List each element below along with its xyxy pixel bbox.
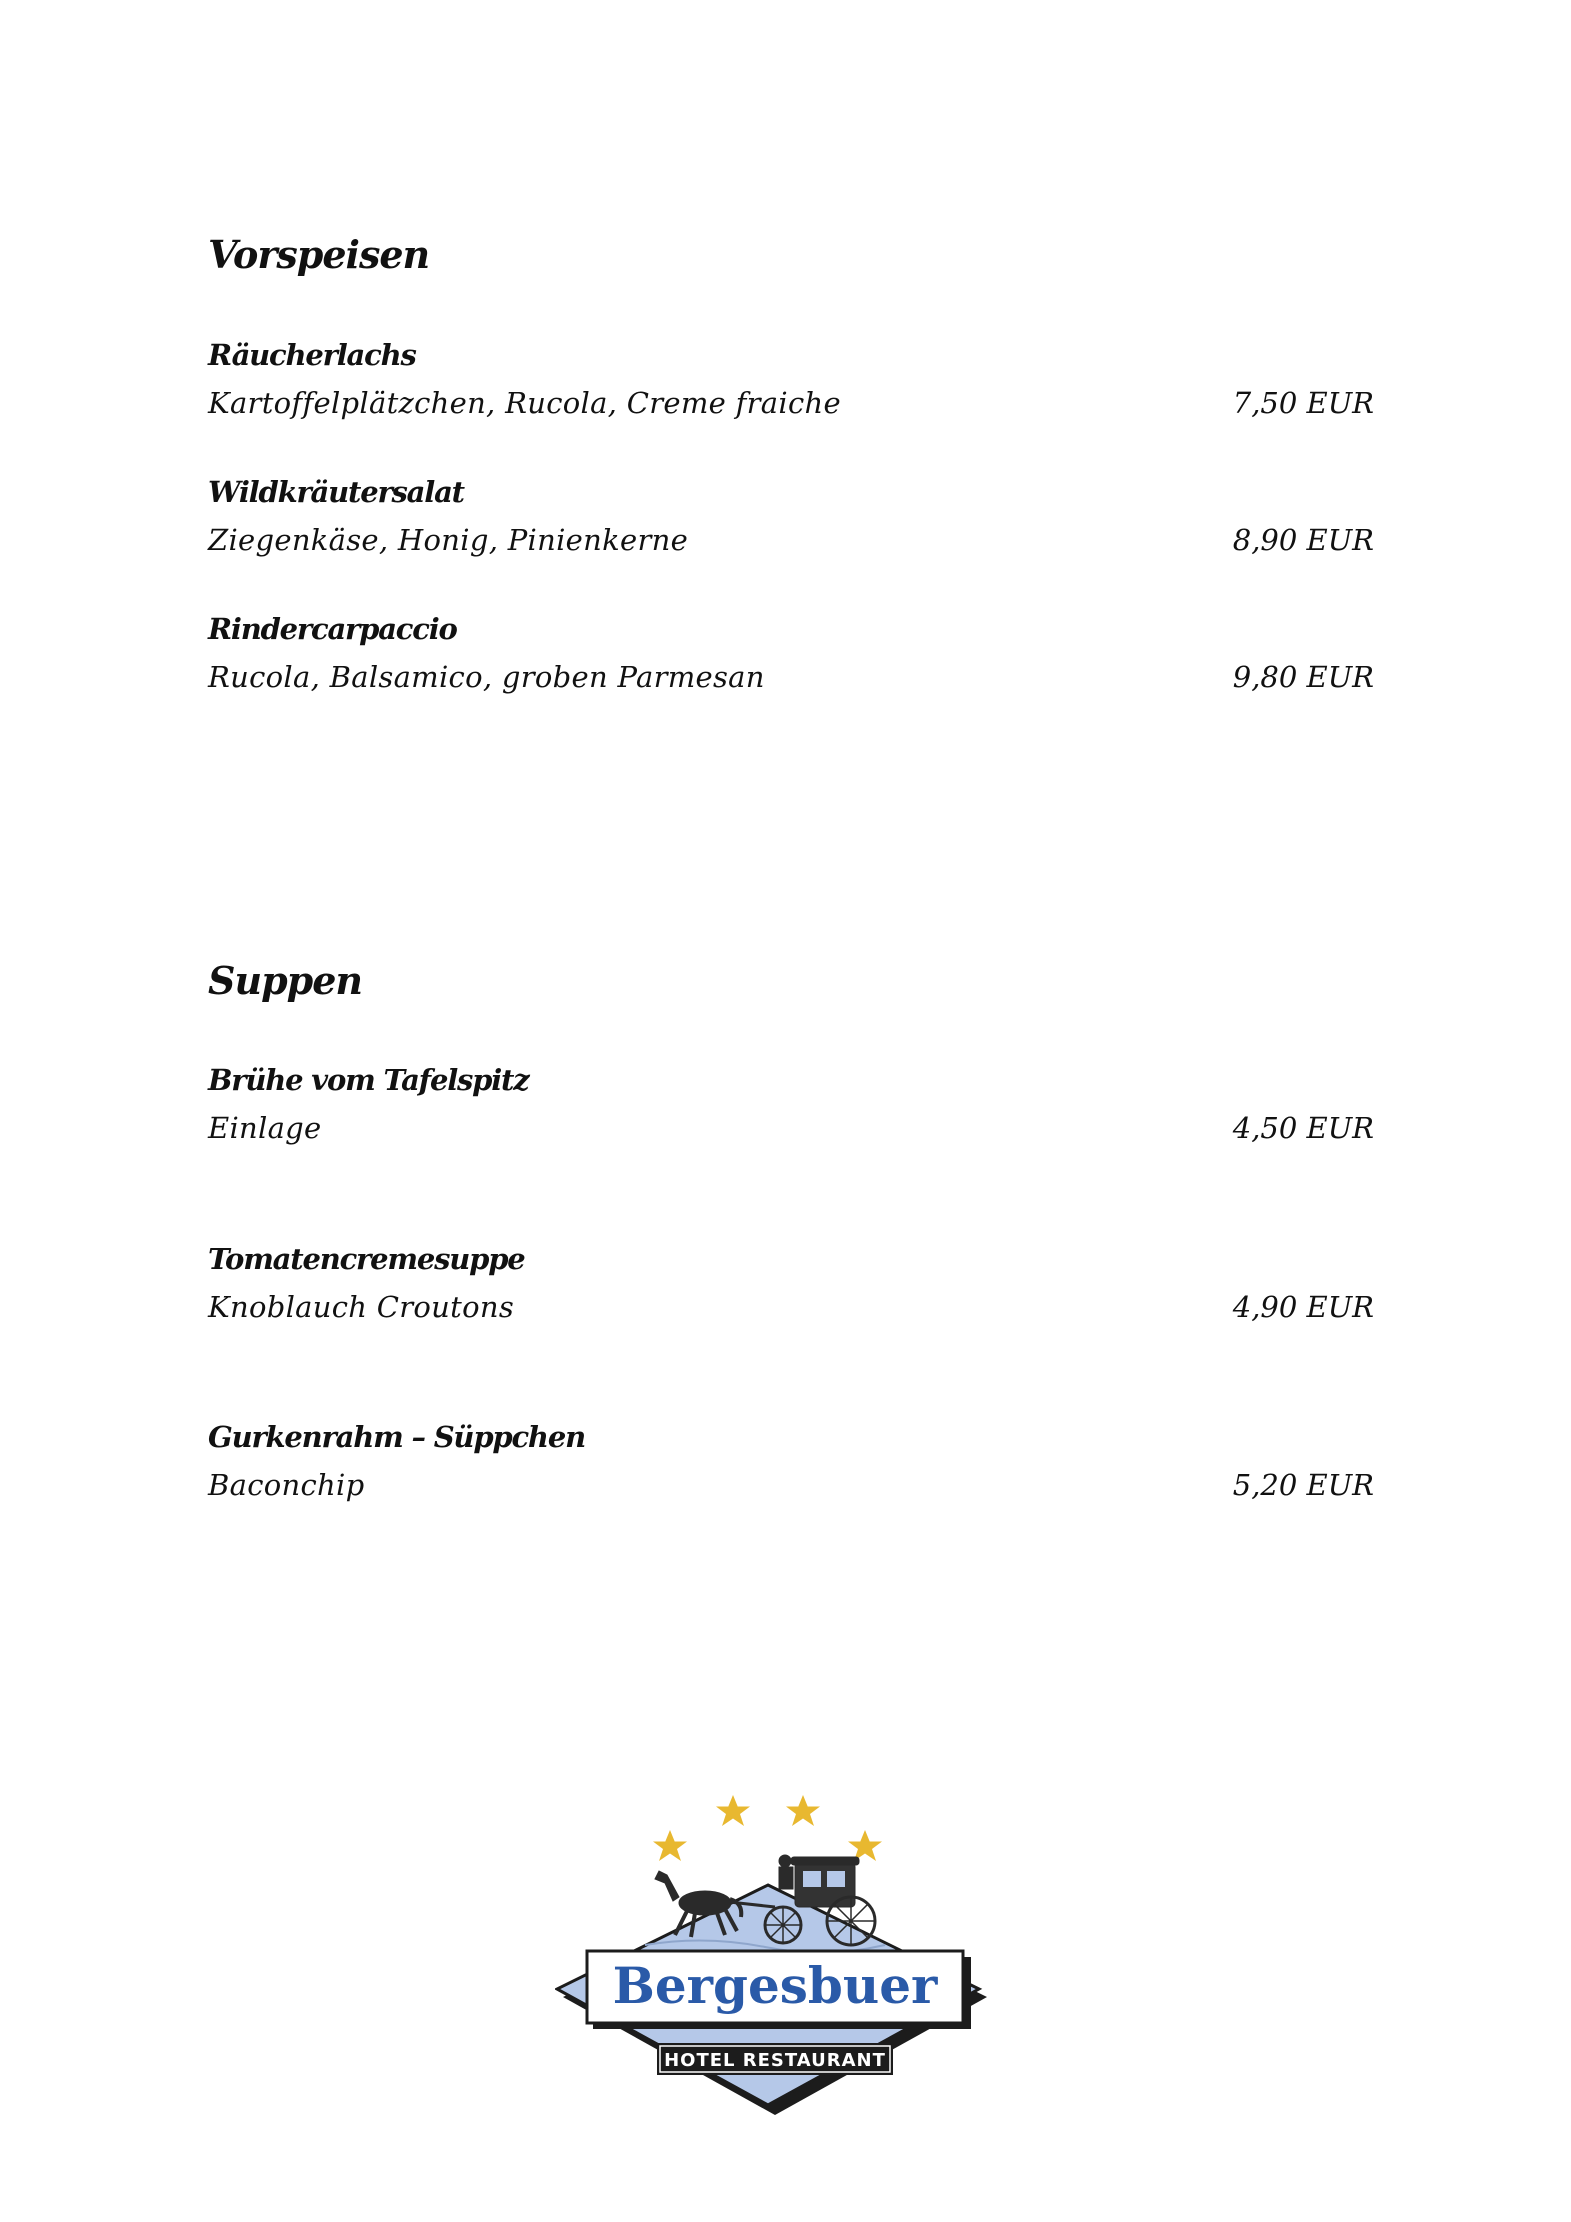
star-icon (653, 1795, 882, 1861)
item-description: Knoblauch Croutons (208, 1290, 515, 1324)
item-name: Gurkenrahm – Süppchen (208, 1420, 585, 1454)
section-title-vorspeisen: Vorspeisen (208, 232, 430, 277)
menu-item (208, 338, 1374, 438)
logo-subtitle: HOTEL RESTAURANT (664, 2050, 886, 2071)
item-price: 7,50 EUR (1232, 386, 1374, 420)
item-description: Kartoffelplätzchen, Rucola, Creme fraiche (208, 386, 841, 420)
menu-item (208, 1063, 1374, 1163)
menu-item (208, 1242, 1374, 1342)
item-price: 4,50 EUR (1232, 1111, 1374, 1145)
item-description: Ziegenkäse, Honig, Pinienkerne (208, 523, 689, 557)
logo-banner-shadow-bottom (593, 2023, 971, 2029)
menu-item (208, 475, 1374, 575)
item-name: Tomatencremesuppe (208, 1242, 525, 1276)
item-price: 5,20 EUR (1232, 1468, 1374, 1502)
menu-item (208, 1420, 1374, 1520)
item-price: 9,80 EUR (1232, 660, 1374, 694)
item-name: Rindercarpaccio (208, 612, 457, 646)
item-description: Einlage (208, 1111, 322, 1145)
item-price: 4,90 EUR (1232, 1290, 1374, 1324)
logo-name: Bergesbuer (612, 1956, 938, 2015)
item-name: Wildkräutersalat (208, 475, 464, 509)
item-price: 8,90 EUR (1232, 523, 1374, 557)
section-title-suppen: Suppen (208, 958, 363, 1003)
logo-banner-shadow (963, 1957, 971, 2029)
item-description: Baconchip (208, 1468, 365, 1502)
menu-item (208, 612, 1374, 712)
item-description: Rucola, Balsamico, groben Parmesan (208, 660, 765, 694)
bergesbuer-logo (555, 1775, 995, 2135)
item-name: Brühe vom Tafelspitz (208, 1063, 529, 1097)
item-name: Räucherlachs (208, 338, 416, 372)
